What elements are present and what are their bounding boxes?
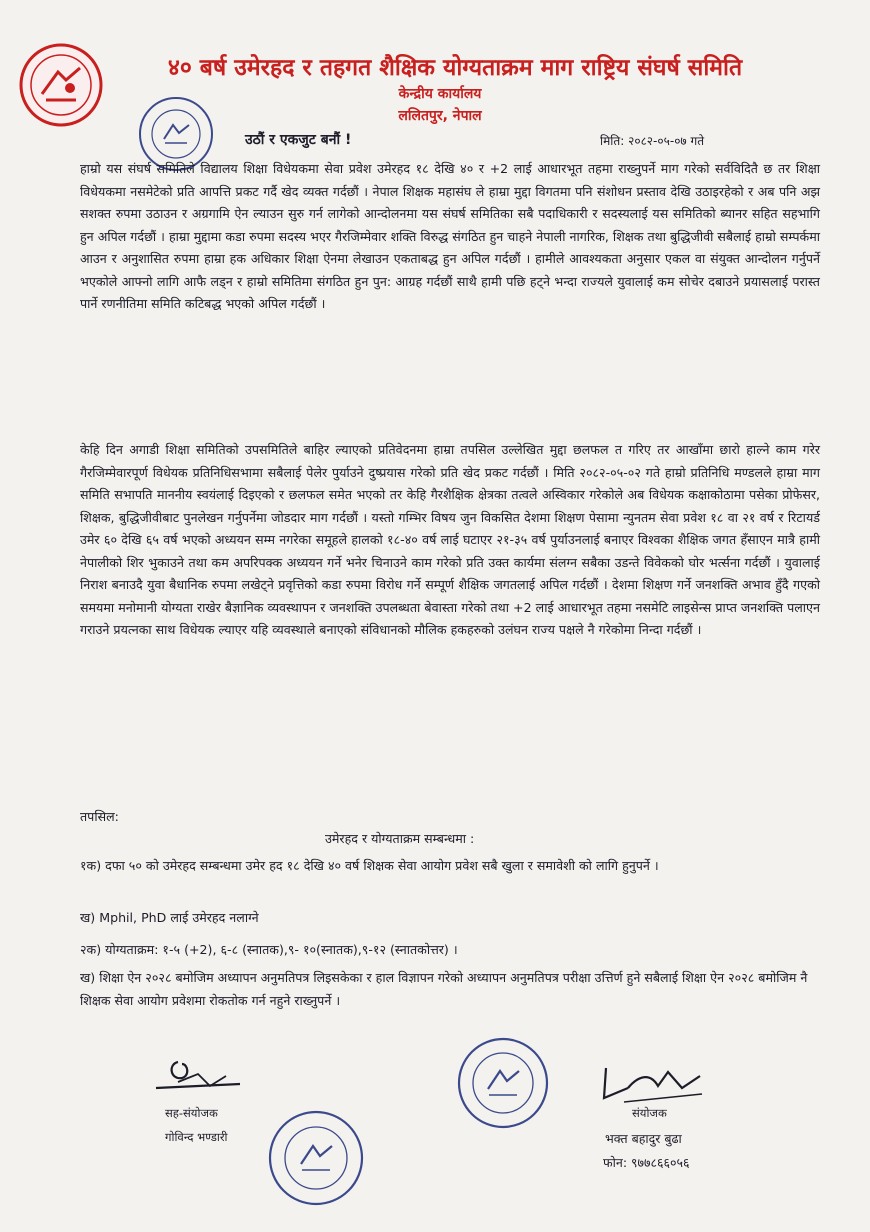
organization-title: ४० बर्ष उमेरहद र तहगत शैक्षिक योग्यताक्रम माग राष्ट्रिय संघर्ष समिति [167, 55, 743, 81]
tapasil-point-3: २क) योग्यताक्रम: १-५ (+2), ६-८ (स्नातक),९- १०(स्नातक),९-१२ (स्नातकोत्तर) । [80, 942, 458, 957]
signature-left-icon [148, 1052, 248, 1098]
coordinator-role: संयोजक [632, 1106, 667, 1120]
office-location: ललितपुर, नेपाल [398, 108, 482, 124]
coordinator-phone: फोन: ९७७८६६०५६ [603, 1155, 690, 1170]
letter-date: मिति: २०८२-०५-०७ गते [600, 134, 705, 148]
tapasil-heading: उमेरहद र योग्यताक्रम सम्बन्धमा : [325, 831, 475, 846]
tapasil-point-4: ख) शिक्षा ऐन २०२८ बमोजिम अध्यापन अनुमतिपत्र लिइसकेका र हाल विज्ञापन गरेको अध्यापन अनुमतिपत्र परीक्षा उत्तिर्ण हुने सबैलाई शिक्षा ऐन २०२८ बमोजिम नै शिक्षक सेवा आयोग प्रवेशमा रोकतोक गर्न नहुने राख्नुपर्ने । [80, 970, 808, 1008]
co-coordinator-role: सह-संयोजक [165, 1106, 218, 1120]
office-seal-icon [455, 1035, 551, 1131]
office-name: केन्द्रीय कार्यालय [398, 86, 482, 102]
tapasil-point-2: ख) Mphil, PhD लाई उमेरहद नलाग्ने [80, 910, 259, 925]
slogan: उठौं र एकजुट बनौं ! [245, 132, 352, 148]
tapasil-point-1: १क) दफा ५० को उमेरहद सम्बन्धमा उमेर हद १८ देखि ४० वर्ष शिक्षक सेवा आयोग प्रवेश सबै खुला र समावेशी को लागि हुनुपर्ने । [80, 858, 659, 873]
organization-logo-icon [18, 42, 104, 128]
co-coordinator-name: गोविन्द भण्डारी [165, 1130, 228, 1144]
body-paragraph-2: केहि दिन अगाडी शिक्षा समितिको उपसमितिले बाहिर ल्याएको प्रतिवेदनमा हाम्रा तपसिल उल्लेखित मुद्दा छलफल त गरिए तर आखाँमा छारो हाल्ने काम गरेर गैरजिम्मेवारपूर्ण विधेयक प्रतिनिधिसभामा सबैलाई पेलेर पुर्याउने दुष्प्रयास गरेको प्रति खेद प्रकट गर्दछौं । मिति २०८२-०५-०२ गते हाम्रो प्रतिनिधि मण्डलले हाम्रा माग समिति सभापति माननीय स्वयंलाई दिइएको र छलफल समेत भएको तर केहि गैरशैक्षिक क्षेत्रका तत्वले अस्विकार गरेकोले अब विधेयक कक्षाकोठामा पसेका प्रोफेसर, शिक्षक, बुद्धिजीवीबाट पुनलेखन गर्नुपर्नेमा जोडदार माग गर्दछौं । यस्तो गम्भिर विषय जुन विकसित देशमा शिक्षण पेसामा न्युनतम सेवा प्रवेश १८ वा २१ वर्ष र रिटायर्ड उमेर ६० देखि ६५ वर्ष भएको अध्ययन सम्म नगरेका समूहले हालको १८-४० वर्ष लाई घटाएर २१-३५ वर्ष पुर्याउनलाई बनाएर विश्वका शैक्षिक जगत हँसाएन मात्रै हामी नेपालीको शिर भुकाउने तथा कम अपरिपक्क अध्ययन गर्ने भनेर चिनाउने काम गरेको प्रति उक्त कार्यमा संलग्न सबैका उडन्ते विवेकको घोर भर्त्सना गर्दछौं । युवालाई निराश बनाउदै युवा बैधानिक रुपमा लखेट्ने प्रवृत्तिको कडा रुपमा विरोध गर्ने सम्पूर्ण शैक्षिक जगतलाई अपिल गर्दछौं । देशमा शिक्षण गर्ने जनशक्ति अभाव हुँदै गएको समयमा मनोमानी योग्यता राखेर बैज्ञानिक व्यवस्थापन र जनशक्ति उपलब्धता बेवास्ता गरेको तथा +2 लाई आधारभूत तहमा नसमेटि लाइसेन्स प्राप्त जनशक्ति पलाएन गराउने प्रयत्नका साथ विधेयक ल्याएर यहि व्यवस्थाले बनाएको संविधानको मौलिक हकहरुको उलंघन राज्य पक्षले नै गरेकोमा निन्दा गर्दछौं । [80, 442, 820, 637]
signature-right-icon [598, 1058, 708, 1108]
body-paragraph-1: हाम्रो यस संघर्ष समितिले विद्यालय शिक्षा विधेयकमा सेवा प्रवेश उमेरहद १८ देखि ४० र +2 लाई आधारभूत तहमा राख्नुपर्ने माग गरेको सर्वविदितै छ तर शिक्षा विधेयकमा नसमेटेको प्रति आपत्ति प्रकट गर्दै खेद व्यक्त गर्दछौं । नेपाल शिक्षक महासंघ ले हाम्रा मुद्दा विगतमा पनि संशोधन प्रस्ताव देखि उठाइरहेको र अब पनि अझ सशक्त रुपमा उठाउन र अग्रगामि ऐन ल्याउन सुरु गर्न लागेको आन्दोलनमा यस संघर्ष समितिका सबै पदाधिकारी र सदस्यलाई यस समितिको ब्यानर सहित सहभागि हुन अपिल गर्दछौं । हाम्रा मुद्दामा कडा रुपमा सदस्य भएर गैरजिम्मेवार शक्ति विरुद्ध संगठित हुन चाहने नेपाली नागरिक, शिक्षक तथा बुद्धिजीवी सबैलाई हाम्रो सम्पर्कमा आउन र अनुशासित रुपमा हाम्रा हक अधिकार शिक्षा ऐनमा लेखाउन एकताबद्ध हुन अपिल गर्दछौं । हामीले आवश्यकता अनुसार एकल वा संयुक्त आन्दोलन गर्नुपर्ने भएकोले आफ्नो लागि आफै लड्न र हाम्रो समितिमा संगठित हुन पुन: आग्रह गर्दछौं साथै हामी पछि हट्ने भन्दा राज्यले युवालाई कम सोचेर दबाउने प्रयासलाई परास्त पार्ने रणनीतिमा समिति कटिबद्ध भएको अपिल गर्दछौं । [80, 161, 820, 311]
tapasil-label: तपसिल: [80, 809, 119, 824]
coordinator-name: भक्त बहादुर बुढा [605, 1131, 682, 1146]
office-seal-icon [266, 1108, 366, 1208]
